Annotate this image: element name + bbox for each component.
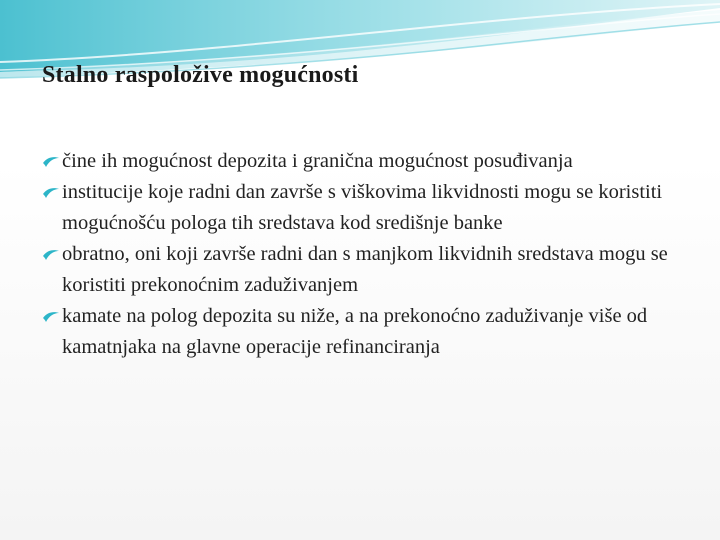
bullet-text: institucije koje radni dan završe s viškovima likvidnosti mogu se koristiti mogućnošću pologa tih sredstava kod središnje banke [62, 181, 663, 234]
bullet-item [42, 239, 682, 301]
bullet-item [42, 146, 682, 177]
bullet-list [42, 146, 682, 363]
swoosh-bullet-icon [42, 310, 60, 324]
bullet-item [42, 301, 682, 363]
bullet-item [42, 177, 682, 239]
swoosh-bullet-icon [42, 186, 60, 200]
bullet-text: obratno, oni koji završe radni dan s manjkom likvidnih sredstava mogu se koristiti prekonoćnim zaduživanjem [62, 243, 668, 296]
slide-title: Stalno raspoložive mogućnosti [42, 62, 359, 88]
swoosh-bullet-icon [42, 248, 60, 262]
bullet-text: kamate na polog depozita su niže, a na prekonoćno zaduživanje više od kamatnjaka na glavne operacije refinanciranja [62, 305, 648, 358]
bullet-text: čine ih mogućnost depozita i granična mogućnost posuđivanja [62, 150, 573, 172]
swoosh-bullet-icon [42, 155, 60, 169]
